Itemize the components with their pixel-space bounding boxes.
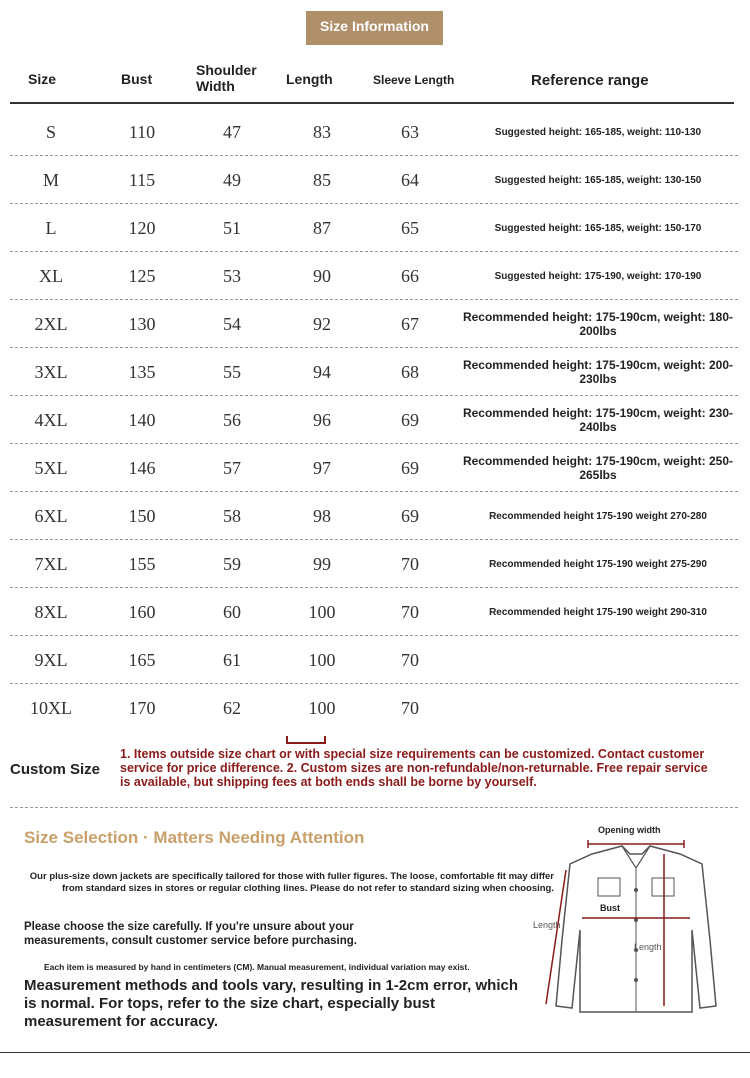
cell-bust: 140 [128, 409, 156, 430]
cell-shoulder: 51 [223, 217, 241, 238]
table-row [10, 540, 738, 588]
cell-reference: Suggested height: 165-185, weight: 150-170 [494, 222, 702, 234]
cell-sleeve: 69 [401, 457, 419, 478]
cell-reference: Recommended height 175-190 weight 275-290 [489, 558, 707, 570]
cell-reference: Recommended height: 175-190cm, weight: 200-230lbs [462, 358, 734, 386]
cell-size: XL [39, 265, 63, 286]
table-row [10, 492, 738, 540]
cell-length: 99 [313, 553, 331, 574]
cell-bust: 170 [128, 697, 156, 718]
shirt-diagram [530, 820, 750, 1020]
cell-sleeve: 70 [401, 649, 419, 670]
cell-size: 10XL [30, 697, 72, 718]
size-information-badge: Size Information [306, 11, 443, 45]
cell-sleeve: 68 [401, 361, 419, 382]
cell-size: 4XL [34, 409, 68, 430]
cell-sleeve: 66 [401, 265, 419, 286]
table-header [0, 60, 750, 104]
cell-sleeve: 69 [401, 409, 419, 430]
cell-size: L [45, 217, 57, 238]
cell-reference: Recommended height: 175-190cm, weight: 180-200lbs [462, 310, 734, 338]
length-left-label: Length [533, 920, 561, 930]
cell-shoulder: 61 [223, 649, 241, 670]
notes-paragraph-2: Please choose the size carefully. If you're unsure about your measurements, consult customer service before purchasing. [24, 921, 357, 947]
cell-sleeve: 65 [401, 217, 419, 238]
footer-line [0, 1052, 750, 1053]
cell-length: 83 [313, 121, 331, 142]
header-divider [10, 102, 734, 104]
table-row [10, 588, 738, 636]
cell-shoulder: 62 [223, 697, 241, 718]
table-row [10, 444, 738, 492]
cell-size: M [42, 169, 59, 190]
cell-sleeve: 69 [401, 505, 419, 526]
cell-reference: Recommended height 175-190 weight 290-310 [489, 606, 707, 618]
cell-shoulder: 56 [223, 409, 241, 430]
shirt-icon [530, 820, 750, 1020]
table-row [10, 396, 738, 444]
col-length: Length [286, 71, 333, 87]
col-size: Size [28, 71, 57, 87]
cell-size: 9XL [34, 649, 68, 670]
bust-label: Bust [600, 903, 620, 913]
cell-length: 92 [313, 313, 331, 334]
cell-sleeve: 63 [401, 121, 419, 142]
cell-length: 85 [313, 169, 331, 190]
cell-reference: Suggested height: 175-190, weight: 170-190 [494, 270, 702, 282]
cell-length: 97 [313, 457, 331, 478]
custom-size-text: 1. Items outside size chart or with special size requirements can be customized. Contact customer service for price difference. 2. Custom sizes are non-refundable/non-returnable. Free repair service is available, but shipping fees at both ends shall be borne by yourself. [120, 747, 708, 789]
table-row [10, 348, 738, 396]
custom-size-label: Custom Size [10, 761, 101, 778]
cell-shoulder: 57 [223, 457, 241, 478]
cell-shoulder: 53 [223, 265, 241, 286]
cell-reference: Suggested height: 165-185, weight: 130-150 [494, 174, 702, 186]
cell-size: 6XL [34, 505, 68, 526]
cell-reference: Suggested height: 165-185, weight: 110-130 [494, 126, 702, 138]
notes-paragraph-3: Each item is measured by hand in centimeters (CM). Manual measurement, individual variation may exist. [44, 962, 470, 972]
col-reference: Reference range [531, 72, 649, 89]
cell-size: 2XL [34, 313, 68, 334]
col-bust: Bust [121, 71, 153, 87]
cell-shoulder: 49 [223, 169, 241, 190]
cell-shoulder: 55 [223, 361, 241, 382]
col-shoulder-line2: Width [196, 78, 235, 94]
cell-size: 7XL [34, 553, 68, 574]
cell-length: 90 [313, 265, 331, 286]
cell-length: 94 [313, 361, 331, 382]
cell-bust: 125 [128, 265, 156, 286]
table-row [10, 636, 738, 684]
table-row [10, 684, 738, 732]
notes-paragraph-1: Our plus-size down jackets are specifically tailored for those with fuller figures. The loose, comfortable fit may differ from standard sizes in stores or regular clothing lines. Please do not refer to standard sizing when choosing. [29, 871, 554, 894]
table-row [10, 204, 738, 252]
cell-bust: 110 [128, 121, 156, 142]
col-sleeve: Sleeve Length [373, 73, 455, 87]
col-shoulder [196, 62, 257, 94]
cell-sleeve: 70 [401, 697, 419, 718]
cell-size: 8XL [34, 601, 68, 622]
cell-bust: 146 [128, 457, 156, 478]
cell-shoulder: 54 [223, 313, 241, 334]
cell-bust: 165 [128, 649, 156, 670]
cell-shoulder: 60 [223, 601, 241, 622]
cell-size: 3XL [34, 361, 68, 382]
bracket-mark [286, 736, 326, 744]
opening-width-label: Opening width [598, 825, 661, 835]
table-row [10, 108, 738, 156]
cell-length: 100 [308, 601, 336, 622]
cell-bust: 130 [128, 313, 156, 334]
cell-size: 5XL [34, 457, 68, 478]
cell-length: 100 [308, 697, 336, 718]
cell-reference: Recommended height: 175-190cm, weight: 250-265lbs [462, 454, 734, 482]
length-right-label: Length [634, 942, 662, 952]
cell-length: 96 [313, 409, 331, 430]
cell-shoulder: 47 [223, 121, 241, 142]
cell-reference: Recommended height 175-190 weight 270-280 [489, 510, 707, 522]
cell-sleeve: 70 [401, 601, 419, 622]
cell-sleeve: 70 [401, 553, 419, 574]
cell-bust: 155 [128, 553, 156, 574]
cell-size: S [45, 121, 56, 142]
table-row [10, 252, 738, 300]
cell-length: 100 [308, 649, 336, 670]
cell-bust: 135 [128, 361, 156, 382]
cell-bust: 160 [128, 601, 156, 622]
cell-shoulder: 58 [223, 505, 241, 526]
col-shoulder-line1: Shoulder [196, 62, 257, 78]
notes-paragraph-4: Measurement methods and tools vary, resulting in 1-2cm error, which is normal. For tops, refer to the size chart, especially bust measurement for accuracy. [24, 977, 519, 1030]
cell-sleeve: 64 [401, 169, 419, 190]
notes-title: Size Selection · Matters Needing Attention [24, 828, 365, 847]
cell-sleeve: 67 [401, 313, 419, 334]
cell-bust: 150 [128, 505, 156, 526]
cell-reference [462, 636, 734, 684]
cell-bust: 115 [128, 169, 156, 190]
cell-length: 98 [313, 505, 331, 526]
table-row [10, 156, 738, 204]
cell-reference: Recommended height: 175-190cm, weight: 230-240lbs [462, 406, 734, 434]
cell-shoulder: 59 [223, 553, 241, 574]
cell-length: 87 [313, 217, 331, 238]
cell-reference [462, 684, 734, 732]
cell-bust: 120 [128, 217, 156, 238]
table-row [10, 300, 738, 348]
section-divider [10, 807, 738, 808]
